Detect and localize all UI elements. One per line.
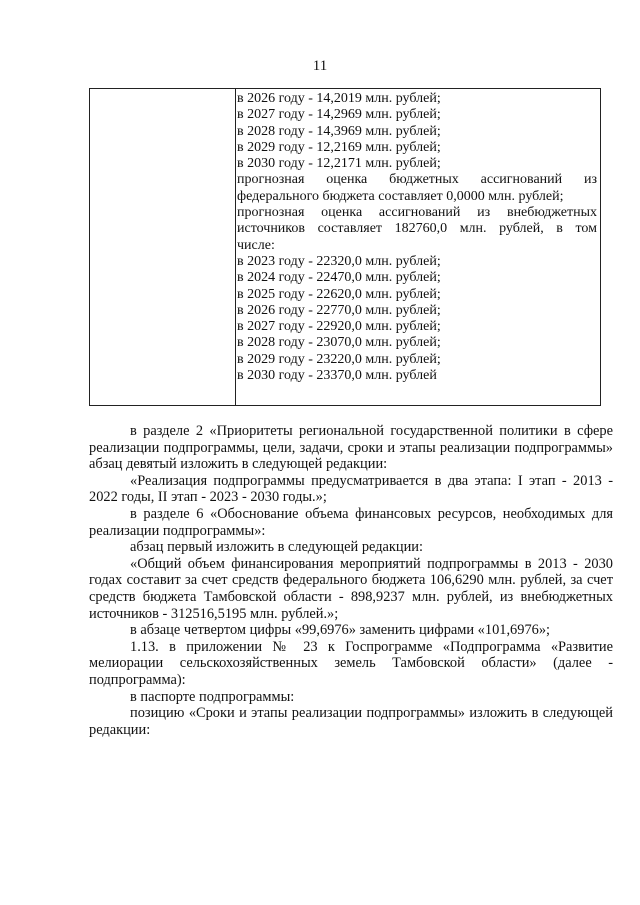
table-line: в 2029 году - 23220,0 млн. рублей; — [237, 351, 441, 367]
document-body — [89, 423, 613, 738]
table-line: в 2030 году - 23370,0 млн. рублей — [237, 368, 437, 384]
table-line: числе: — [237, 237, 275, 253]
table-line: в 2029 году - 12,2169 млн. рублей; — [237, 139, 441, 155]
table-line: прогнозная оценка ассигнований из внебюджетных — [237, 205, 597, 221]
table-left-cell — [90, 89, 236, 405]
table-line: в 2027 году - 22920,0 млн. рублей; — [237, 319, 441, 335]
table-right-cell — [237, 91, 597, 384]
table-line: прогнозная оценка бюджетных ассигнований из — [237, 172, 597, 188]
paragraph-section-2: в разделе 2 «Приоритеты региональной государственной политики в сфере реализации подпрограммы, цели, задачи, сроки и этапы реализации подпрограммы» абзац девятый изложить в следующей редакции: — [89, 423, 613, 473]
table-line: в 2027 году - 14,2969 млн. рублей; — [237, 107, 441, 123]
paragraph-quote-financing: «Общий объем финансирования мероприятий подпрограммы в 2013 - 2030 годах составит за счет средств федерального бюджета 106,6290 млн. рублей, за счет средств бюджета Тамбовской области - 898,9237 млн. рублей, из внебюджетных источников - 312516,5195 млн. рублей.»; — [89, 555, 613, 622]
paragraph-item-1-13: 1.13. в приложении № 23 к Госпрограмме «Подпрограмма «Развитие мелиорации сельскохозяйственных земель Тамбовской области» (далее - подпрограмма): — [89, 638, 613, 688]
paragraph-position-timing: позицию «Сроки и этапы реализации подпрограммы» изложить в следующей редакции: — [89, 705, 613, 738]
paragraph-fourth-abzac: в абзаце четвертом цифры «99,6976» заменить цифрами «101,6976»; — [130, 622, 551, 639]
table-line: в 2025 году - 22620,0 млн. рублей; — [237, 286, 441, 302]
table-line: в 2024 году - 22470,0 млн. рублей; — [237, 270, 441, 286]
table-line: в 2026 году - 14,2019 млн. рублей; — [237, 91, 441, 106]
paragraph-quote-stages: «Реализация подпрограммы предусматривается в два этапа: I этап - 2013 - 2022 годы, II этап - 2023 - 2030 годы.»; — [89, 472, 613, 506]
page-number: 11 — [312, 58, 328, 74]
table-line: федерального бюджета составляет 0,0000 млн. рублей; — [237, 188, 564, 204]
table-line: в 2028 году - 23070,0 млн. рублей; — [237, 335, 441, 351]
paragraph-section-6: в разделе 6 «Обоснование объема финансовых ресурсов, необходимых для реализации подпрограммы»: — [89, 505, 613, 539]
table-line: в 2030 году - 12,2171 млн. рублей; — [237, 156, 441, 172]
passport-table — [89, 88, 601, 406]
table-line: в 2028 году - 14,3969 млн. рублей; — [237, 123, 441, 139]
paragraph-first-abzac: абзац первый изложить в следующей редакции: — [130, 539, 424, 556]
table-line: в 2023 году - 22320,0 млн. рублей; — [237, 253, 441, 269]
table-line: источников составляет 182760,0 млн. рублей, в том — [237, 221, 597, 237]
paragraph-passport: в паспорте подпрограммы: — [130, 688, 295, 705]
table-line: в 2026 году - 22770,0 млн. рублей; — [237, 302, 441, 318]
